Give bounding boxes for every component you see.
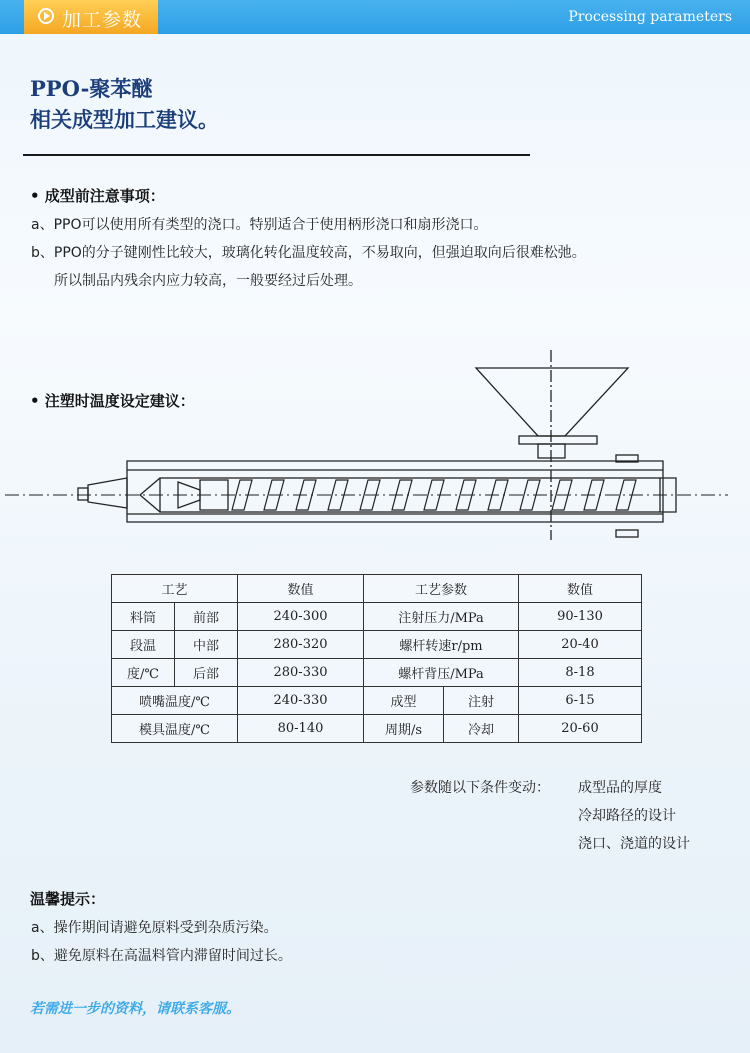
header-process: 工艺	[112, 575, 238, 603]
header-subtitle: Processing parameters	[568, 9, 732, 25]
pre-molding-line-b: b、PPO的分子键刚性比较大，玻璃化转化温度较高，不易取向，但强迫取向后很难松弛。	[31, 245, 586, 261]
conditions-label: 参数随以下条件变动：	[410, 780, 550, 796]
header-value2: 数值	[519, 575, 642, 603]
table-row	[112, 631, 642, 659]
back-pressure-label: 螺杆背压/MPa	[364, 659, 519, 687]
middle-label: 中部	[175, 631, 238, 659]
condition-item: 冷却路径的设计	[578, 808, 676, 824]
page-title-line2: 相关成型加工建议。	[30, 107, 219, 132]
middle-value: 280-320	[238, 631, 364, 659]
front-value: 240-300	[238, 603, 364, 631]
cool-value: 20-60	[519, 715, 642, 743]
back-pressure-value: 8-18	[519, 659, 642, 687]
nozzle-temp-value: 240-330	[238, 687, 364, 715]
table-row	[112, 603, 642, 631]
cycle-label-1: 成型	[364, 687, 444, 715]
front-label: 前部	[175, 603, 238, 631]
screw-speed-value: 20-40	[519, 631, 642, 659]
barrel-label-2: 段温	[112, 631, 175, 659]
section-temperature-heading: • 注塑时温度设定建议：	[30, 392, 195, 410]
tip-line-b: b、避免原料在高温料管内滞留时间过长。	[31, 948, 292, 964]
table-row	[112, 575, 642, 603]
page-title-line1: PPO-聚苯醚	[30, 76, 153, 101]
cool-label: 冷却	[444, 715, 519, 743]
mold-temp-label: 模具温度/℃	[112, 715, 238, 743]
inject-value: 6-15	[519, 687, 642, 715]
condition-item: 成型品的厚度	[578, 780, 662, 796]
condition-item: 浇口、浇道的设计	[578, 836, 690, 852]
section-pre-molding-heading: • 成型前注意事项：	[30, 187, 165, 205]
header-tab-label: 加工参数	[62, 9, 143, 31]
cycle-label-2: 周期/s	[364, 715, 444, 743]
barrel-label-1: 料筒	[112, 603, 175, 631]
barrel-label-3: 度/℃	[112, 659, 175, 687]
screw-speed-label: 螺杆转速r/pm	[364, 631, 519, 659]
processing-parameters-table	[111, 574, 642, 743]
tips-heading: 温馨提示：	[30, 890, 106, 908]
table-row	[112, 715, 642, 743]
contact-service-link[interactable]: 若需进一步的资料，请联系客服。	[30, 1001, 240, 1017]
nozzle-temp-label: 喷嘴温度/℃	[112, 687, 238, 715]
rear-value: 280-330	[238, 659, 364, 687]
mold-temp-value: 80-140	[238, 715, 364, 743]
inject-label: 注射	[444, 687, 519, 715]
rear-label: 后部	[175, 659, 238, 687]
table-row	[112, 687, 642, 715]
table-row	[112, 659, 642, 687]
header-value: 数值	[238, 575, 364, 603]
pre-molding-line-b2: 所以制品内残余内应力较高，一般要经过后处理。	[54, 273, 362, 289]
pre-molding-line-a: a、PPO可以使用所有类型的浇口。特别适合于使用柄形浇口和扇形浇口。	[31, 217, 488, 233]
header-param: 工艺参数	[364, 575, 519, 603]
tip-line-a: a、操作期间请避免原料受到杂质污染。	[31, 920, 278, 936]
injection-pressure-value: 90-130	[519, 603, 642, 631]
injection-pressure-label: 注射压力/MPa	[364, 603, 519, 631]
